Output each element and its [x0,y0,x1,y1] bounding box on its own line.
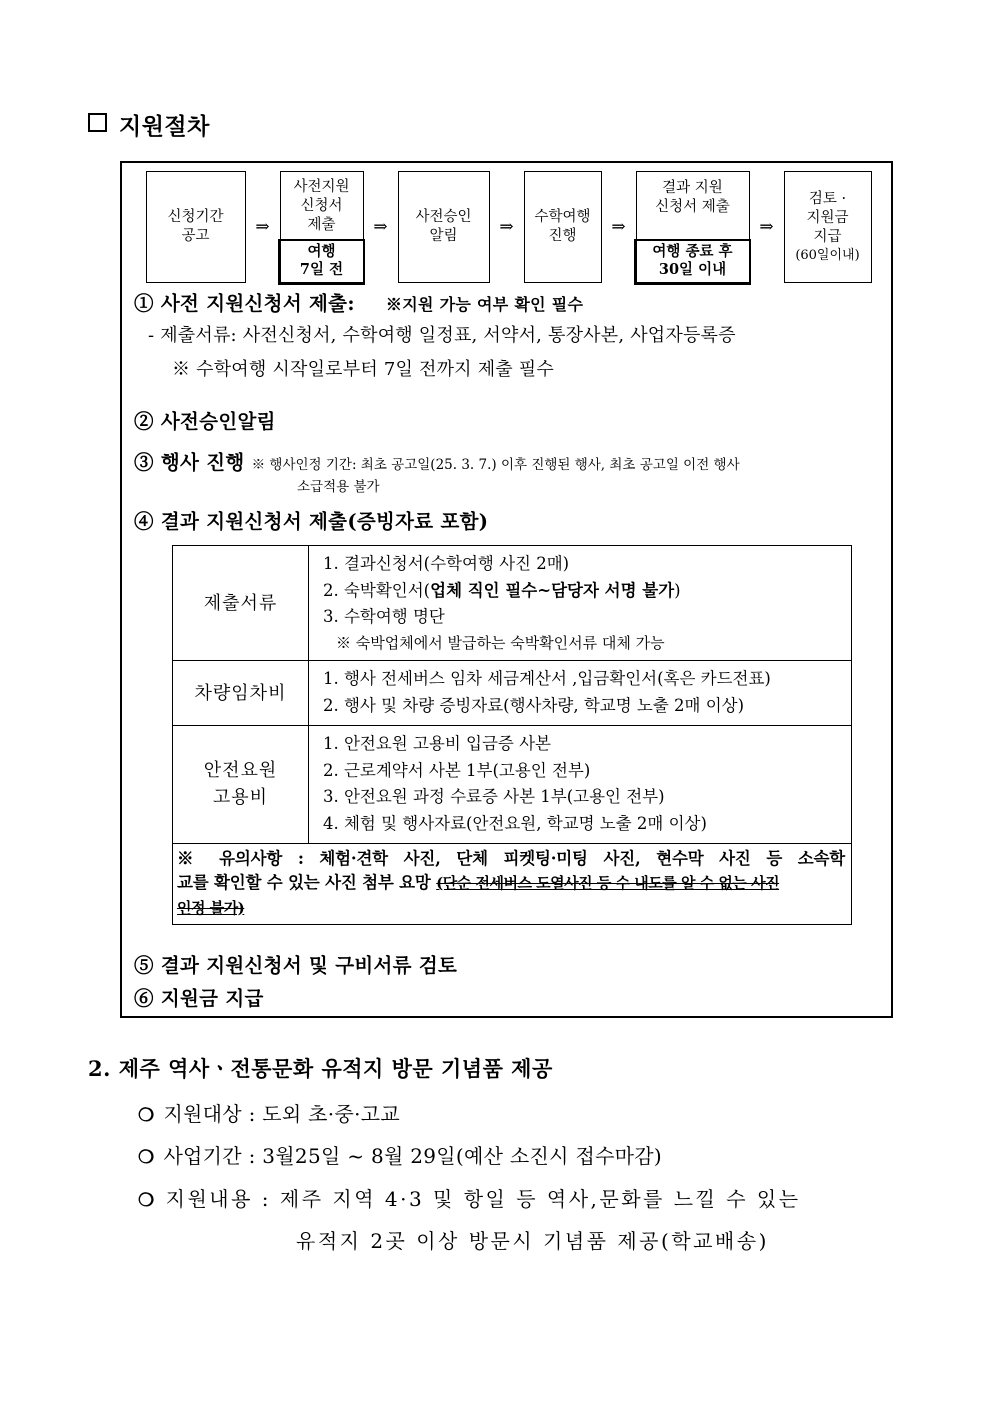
table-row [173,661,852,725]
flow-step-line: 공고 [181,228,210,244]
page-title [88,108,210,141]
procedure-frame [120,161,893,1018]
flow-step-6 [784,171,872,283]
procedure-item-1-star-line: ※ 수학여행 시작일로부터 7일 전까지 제출 필수 [172,359,554,380]
flow-step-5 [636,171,750,283]
table-row-item: 3. 안전요원 과정 수료증 사본 1부(고용인 전부) [323,787,665,807]
flow-step-line: 신청서 제출 [655,199,730,216]
flow-step-deadline-line: 30일 이내 [658,261,727,279]
item-title: 사전 지원신청서 제출: [160,292,355,315]
flow-step-box [398,171,490,283]
flow-step-line: 진행 [548,228,577,244]
procedure-item-2 [134,406,276,434]
table-row-item-post: ) [674,580,681,600]
flow-step-deadline-line: 여행 종료 후 [652,243,733,261]
table-notice-cell [173,843,852,924]
flow-step-line: 사전지원 [293,179,350,195]
procedure-flowchart [122,171,895,291]
section-2-row-1-text: 지원대상 : 도외 초·중·고교 [163,1102,400,1126]
procedure-item-5 [134,950,457,978]
flow-step-deadline [634,239,751,284]
flow-step-deadline [278,239,365,284]
flow-step-deadline-line: 7일 전 [299,261,344,279]
table-row [173,725,852,843]
section-2-title-label: 제주 역사ㆍ전통문화 유적지 방문 기념품 제공 [118,1056,553,1081]
circle-bullet-icon: ❍ [138,1147,155,1168]
flow-arrow-icon: ⇒ [499,217,514,237]
table-row-item: 4. 체험 및 행사자료(안전요원, 학교명 노출 2매 이상) [323,814,707,834]
item-title: 지원금 지급 [160,987,264,1010]
table-row-value [309,725,852,843]
table-row [173,546,852,661]
item-number: ② [134,410,154,433]
flow-step-2 [280,171,364,283]
flow-step-4 [524,171,602,283]
table-row-label-line: 고용비 [212,787,269,809]
section-2-number: 2. [88,1056,111,1081]
flow-step-line: 지원금 [806,209,849,226]
item-number: ① [134,292,154,315]
flow-step-line: 신청서 [300,198,343,215]
notice-line-2-strike: (단순 전세버스 도열사진 등 수 내도를 알 수 없는 사진 [436,874,780,893]
flow-step-box [784,171,872,283]
table-row-item: 1. 행사 전세버스 임차 세금계산서 ,입금확인서(혹은 카드전표) [323,669,771,689]
table-row-label-line: 제출서류 [203,592,278,614]
table-row-item [323,578,851,605]
required-documents-table [172,545,852,925]
flow-step-line: 제출 [307,217,336,234]
flow-step-line: 결과 지원 [662,180,723,196]
table-row-item: 3. 수학여행 명단 [323,607,445,627]
item-title: 결과 지원신청서 제출(증빙자료 포함) [160,510,489,533]
procedure-item-1-docs [148,321,736,347]
section-2-continuation-text: 유적지 2곳 이상 방문시 기념품 제공(학교배송) [296,1229,769,1253]
flow-step-box [524,171,602,283]
item-number: ⑥ [134,987,154,1010]
procedure-item-6 [134,983,264,1011]
procedure-item-1-heading [134,288,583,316]
flow-step-line: 지급 [813,228,842,245]
table-row-value [309,661,852,725]
flow-step-line: 수학여행 [534,208,591,225]
procedure-item-3-note-line2: 소급적용 불가 [297,479,380,495]
item-number: ⑤ [134,954,154,977]
flow-arrow-icon: ⇒ [255,217,270,237]
procedure-item-4 [134,506,488,534]
table-row-item: 1. 결과신청서(수학여행 사진 2매) [323,554,570,573]
flow-step-line: 검토 · [808,190,847,207]
circle-bullet-icon: ❍ [138,1190,157,1211]
flow-step-box [146,171,246,283]
item-title: 사전승인알림 [160,410,276,433]
flow-step-deadline-line: 여행 [307,243,336,261]
flow-step-box [636,171,750,283]
table-row-item-pre: 2. 숙박확인서( [323,580,431,600]
item-number: ④ [134,510,154,533]
flow-step-line: 신청기간 [167,208,224,225]
square-bullet-icon [88,113,107,132]
flow-arrow-icon: ⇒ [373,217,388,237]
procedure-item-4-heading [134,506,488,534]
flow-arrow-icon: ⇒ [759,217,774,237]
procedure-item-3-note2 [297,475,380,495]
flow-step-line: 사전승인 [415,208,472,225]
section-2-row-1 [138,1098,400,1127]
section-2-row-2-text: 사업기간 : 3월25일 ~ 8월 29일(예산 소진시 접수마감) [163,1144,663,1168]
table-row-label-line: 안전요원 [203,760,278,782]
table-row-item: 1. 안전요원 고용비 입금증 사본 [323,733,551,753]
flow-arrow-icon: ⇒ [611,217,626,237]
table-row-item-bold: 업체 직인 필수~담당자 서명 불가 [430,580,675,600]
table-notice-row [173,843,852,924]
flow-step-box [280,171,364,283]
table-row-label [173,725,309,843]
section-2-title [88,1053,553,1083]
section-2-row-3-text: 지원내용 : 제주 지역 4·3 및 항일 등 역사,문화를 느낄 수 있는 [165,1187,801,1211]
notice-line-3 [177,896,845,920]
flow-step-1 [146,171,246,283]
table-row-label [173,661,309,725]
item-title: 결과 지원신청서 및 구비서류 검토 [160,954,458,977]
table-row-item: 2. 근로계약서 사본 1부(고용인 전부) [323,760,591,780]
item-number: ③ [134,451,154,474]
table-row-label [173,546,309,661]
notice-line-2 [177,871,845,895]
section-2-row-2 [138,1140,662,1169]
item-title: 행사 진행 [160,451,245,474]
notice-line-2-normal: 교를 확인할 수 있는 사진 첨부 요망 [177,873,437,893]
flow-step-3 [398,171,490,283]
table-row-label-line: 차량임차비 [194,682,287,704]
table-row-item: 2. 행사 및 차량 증빙자료(행사차량, 학교명 노출 2매 이상) [323,696,745,716]
circle-bullet-icon: ❍ [138,1105,155,1126]
notice-line-3-strike: 인정 불가) [177,898,245,917]
flow-step-line: (60일이내) [795,248,860,264]
procedure-item-6-heading [134,983,264,1011]
notice-line-1: ※ 유의사항 : 체험·견학 사진, 단체 피켓팅·미팅 사진, 현수막 사진 등 소속학 [177,848,845,868]
section-2-continuation [296,1225,769,1254]
item-note: ※지원 가능 여부 확인 필수 [385,295,584,314]
table-row-footnote: ※ 숙박업체에서 발급하는 숙박확인서류 대체 가능 [336,634,665,653]
procedure-item-1 [134,288,583,316]
flow-step-line: 알림 [429,228,458,244]
section-2-row-3 [138,1183,801,1212]
page-title-label: 지원절차 [119,113,210,140]
procedure-item-3-heading [134,447,740,475]
procedure-item-3-note-line1: ※ 행사인정 기간: 최초 공고일(25. 3. 7.) 이후 진행된 행사, 최초 공고일 이전 행사 [251,457,740,473]
procedure-item-1-star [172,355,554,381]
procedure-item-3 [134,447,740,475]
table-row-value [309,546,852,661]
procedure-item-2-heading [134,406,276,434]
procedure-item-1-dash-line: - 제출서류: 사전신청서, 수학여행 일정표, 서약서, 통장사본, 사업자등록증 [148,325,736,346]
procedure-item-5-heading [134,950,457,978]
